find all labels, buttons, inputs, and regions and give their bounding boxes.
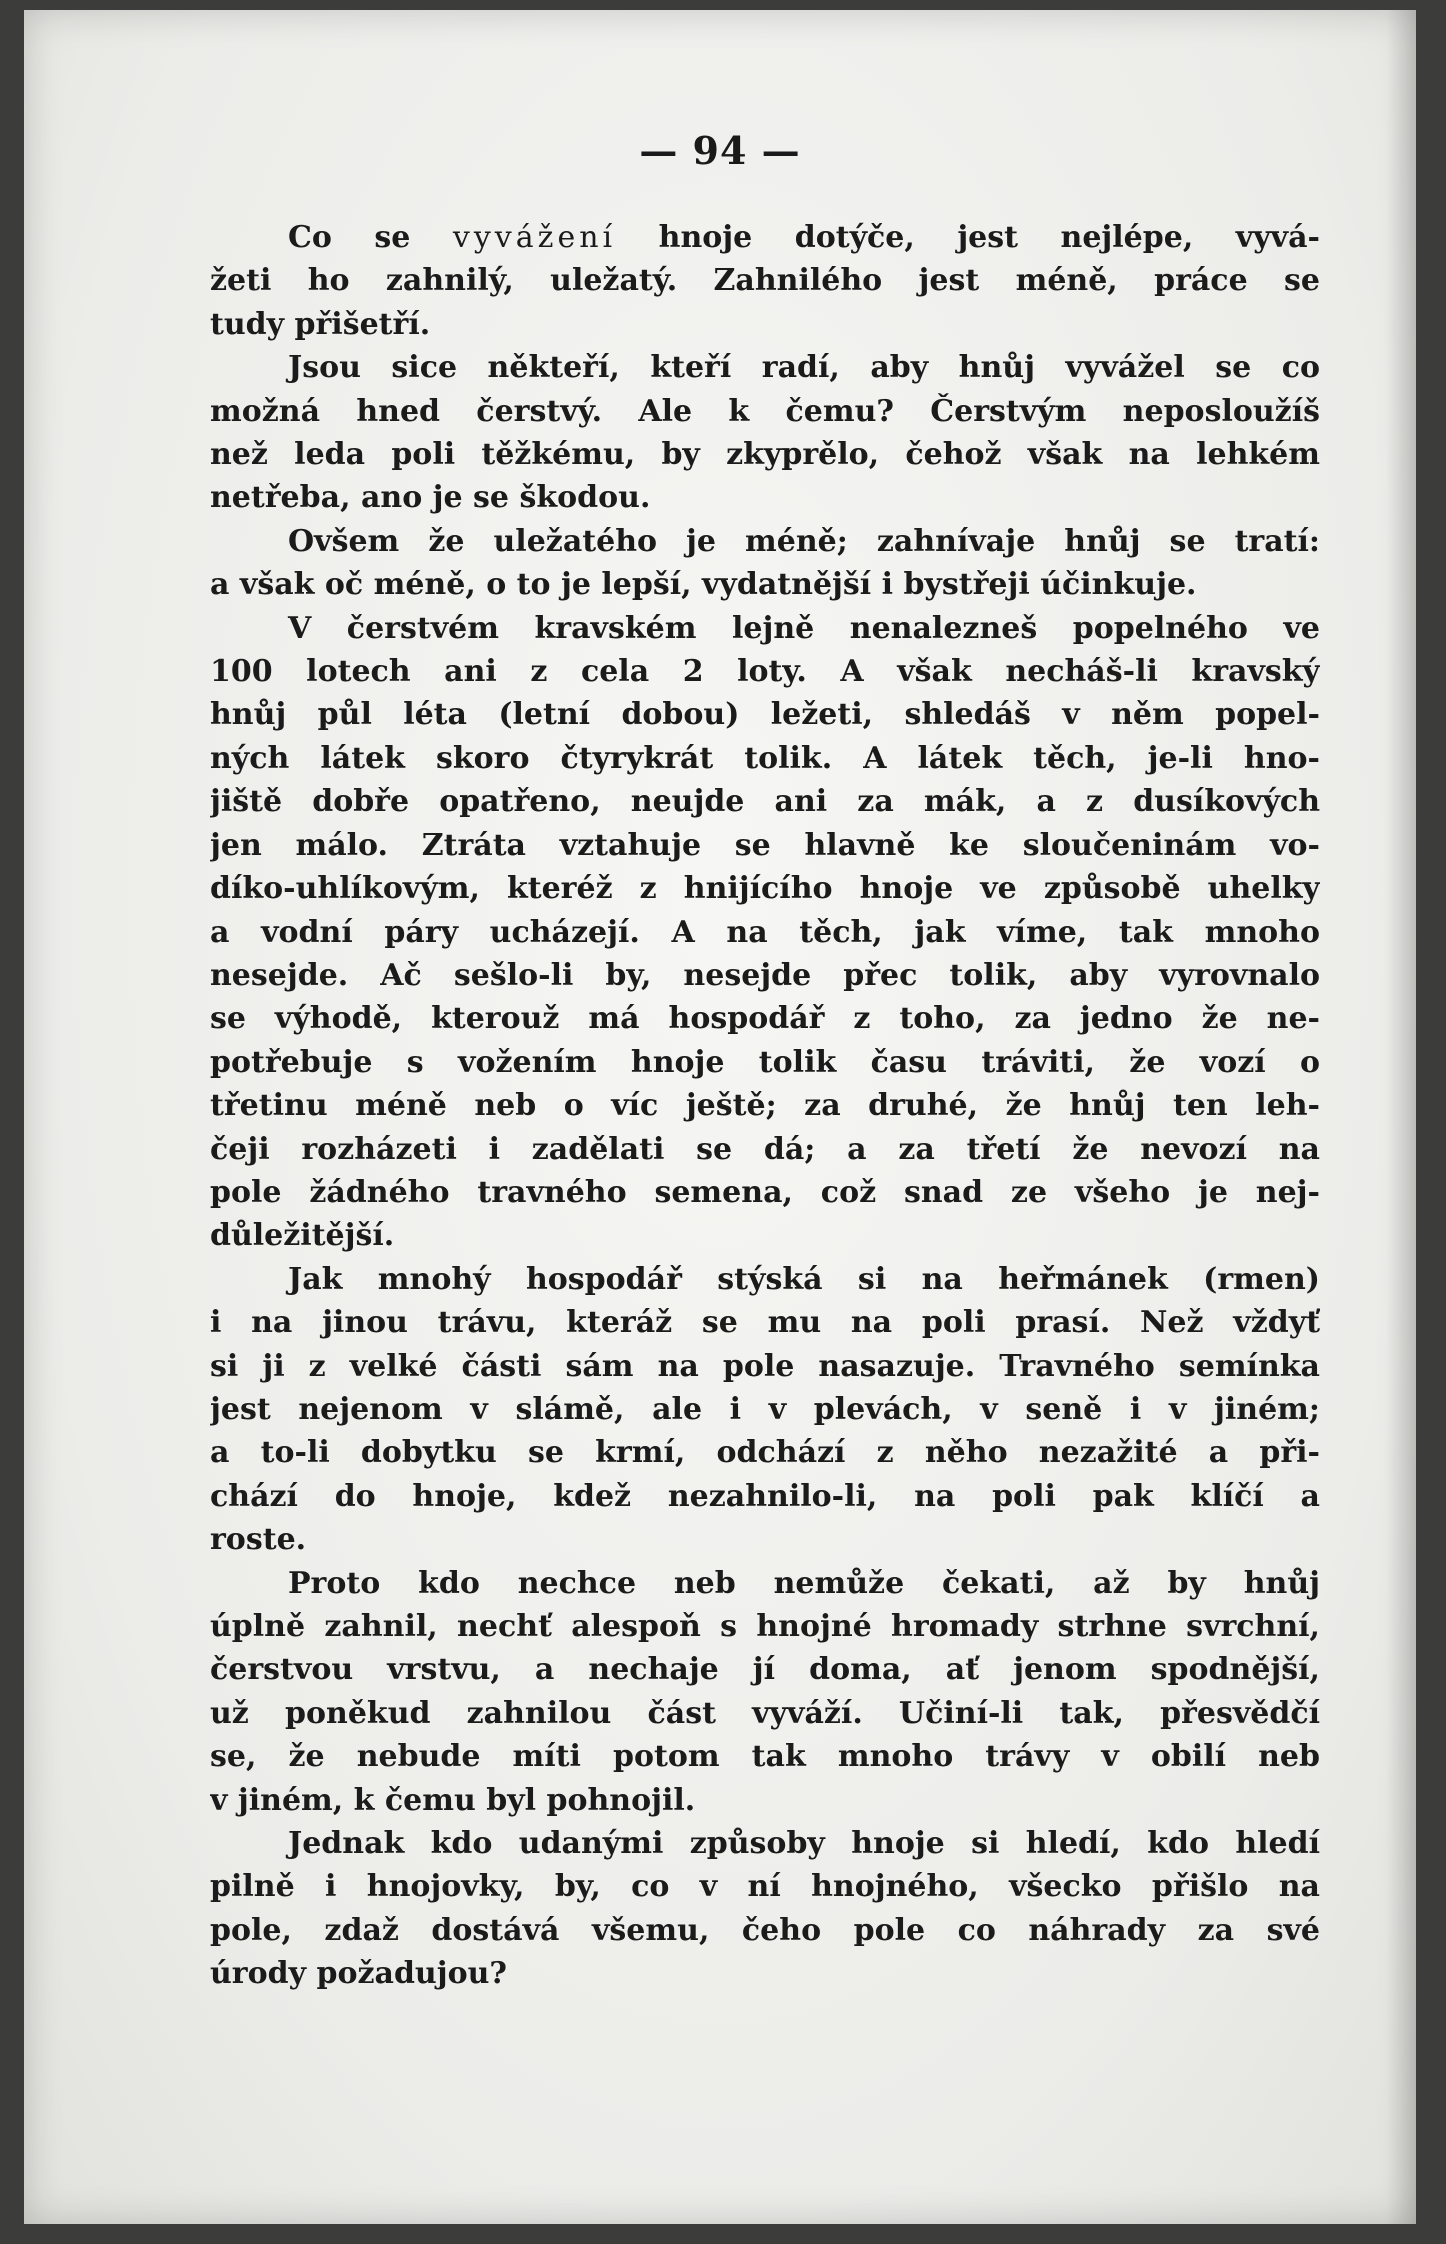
text-line: jen málo. Ztráta vztahuje se hlavně ke sloučeninám vo- <box>210 827 1320 863</box>
paragraph-7 <box>210 1822 1320 1996</box>
paragraph-4 <box>210 607 1320 1258</box>
book-page <box>24 10 1416 2224</box>
paragraph-5 <box>210 1258 1320 1562</box>
text-line: Jsou sice někteří, kteří radí, aby hnůj vyvážel se co <box>288 350 1320 386</box>
body-text <box>210 216 1320 1996</box>
text-line: žeti ho zahnilý, uležatý. Zahnilého jest méně, práce se <box>210 263 1320 299</box>
text-line: jiště dobře opatřeno, neujde ani za mák, a z dusíkových <box>210 784 1320 820</box>
text-line: pilně i hnojovky, by, co v ní hnojného, všecko přišlo na <box>210 1869 1320 1905</box>
text-line: Jednak kdo udanými způsoby hnoje si hledí, kdo hledí <box>288 1826 1320 1862</box>
text-line: netřeba, ano je se škodou. <box>210 480 651 516</box>
text-line: ných látek skoro čtyrykrát tolik. A látek těch, je-li hno- <box>210 740 1320 776</box>
text-line: se, že nebude míti potom tak mnoho trávy v obilí neb <box>210 1739 1320 1775</box>
text-line: se výhodě, kterouž má hospodář z toho, za jedno že ne- <box>210 1001 1320 1037</box>
text-line: důležitější. <box>210 1218 395 1254</box>
text-line: čeji rozházeti i zadělati se dá; a za třetí že nevozí na <box>210 1131 1320 1167</box>
text-line: Jak mnohý hospodář stýská si na heřmánek (rmen) <box>288 1261 1320 1297</box>
text-line: úrody požadujou? <box>210 1956 507 1992</box>
text-line: Ovšem že uležatého je méně; zahnívaje hnůj se tratí: <box>288 523 1320 559</box>
text-line: možná hned čerstvý. Ale k čemu? Čerstvým neposloužíš <box>210 393 1320 429</box>
page-number: — 94 — <box>639 128 801 173</box>
text-line: roste. <box>210 1522 307 1558</box>
text-line: Co se vyvážení hnoje dotýče, jest nejlépe, vyvá- <box>288 220 1320 255</box>
paragraph-3 <box>210 520 1320 607</box>
text-line: hnůj půl léta (letní dobou) ležeti, shledáš v něm popel- <box>210 697 1320 733</box>
text-line: a vodní páry ucházejí. A na těch, jak víme, tak mnoho <box>210 914 1320 950</box>
text-line: chází do hnoje, kdež nezahnilo-li, na poli pak klíčí a <box>210 1478 1320 1514</box>
text-line: V čerstvém kravském lejně nenalezneš popelného ve <box>288 610 1320 646</box>
text-line: pole žádného travného semena, což snad ze všeho je nej- <box>210 1174 1320 1210</box>
paragraph-1 <box>210 216 1320 346</box>
text-line: jest nejenom v slámě, ale i v plevách, v seně i v jiném; <box>210 1391 1320 1427</box>
text-line: Proto kdo nechce neb nemůže čekati, až by hnůj <box>288 1565 1320 1601</box>
text-line: než leda poli těžkému, by zkyprělo, čehož však na lehkém <box>210 437 1320 473</box>
paragraph-2 <box>210 346 1320 520</box>
page-edge-shadow <box>1386 10 1416 2224</box>
text-line: si ji z velké části sám na pole nasazuje. Travného semínka <box>210 1348 1320 1384</box>
text-line: 100 lotech ani z cela 2 loty. A však necháš-li kravský <box>210 654 1320 690</box>
text-line: už poněkud zahnilou část vyváží. Učiní-li tak, přesvědčí <box>210 1695 1320 1731</box>
text-line: v jiném, k čemu byl pohnojil. <box>210 1782 696 1818</box>
text-line: a to-li dobytku se krmí, odchází z něho nezažité a při- <box>210 1435 1320 1471</box>
text-line: tudy přišetří. <box>210 306 431 342</box>
text-line: a však oč méně, o to je lepší, vydatnější i bystřeji účinkuje. <box>210 567 1197 603</box>
text-line: potřebuje s vožením hnoje tolik času tráviti, že vozí o <box>210 1044 1320 1080</box>
text-line: čerstvou vrstvu, a nechaje jí doma, ať jenom spodnější, <box>210 1652 1320 1688</box>
text-line: nesejde. Ač sešlo-li by, nesejde přec tolik, aby vyrovnalo <box>210 957 1320 993</box>
paragraph-6 <box>210 1562 1320 1822</box>
text-line: úplně zahnil, nechť alespoň s hnojné hromady strhne svrchní, <box>210 1609 1320 1644</box>
text-line: třetinu méně neb o víc ještě; za druhé, že hnůj ten leh- <box>210 1088 1320 1124</box>
text-line: i na jinou trávu, kteráž se mu na poli prasí. Než vždyť <box>210 1305 1320 1341</box>
text-line: díko-uhlíkovým, kteréž z hnijícího hnoje ve způsobě uhelky <box>210 871 1320 907</box>
text-line: pole, zdaž dostává všemu, čeho pole co náhrady za své <box>210 1912 1320 1948</box>
